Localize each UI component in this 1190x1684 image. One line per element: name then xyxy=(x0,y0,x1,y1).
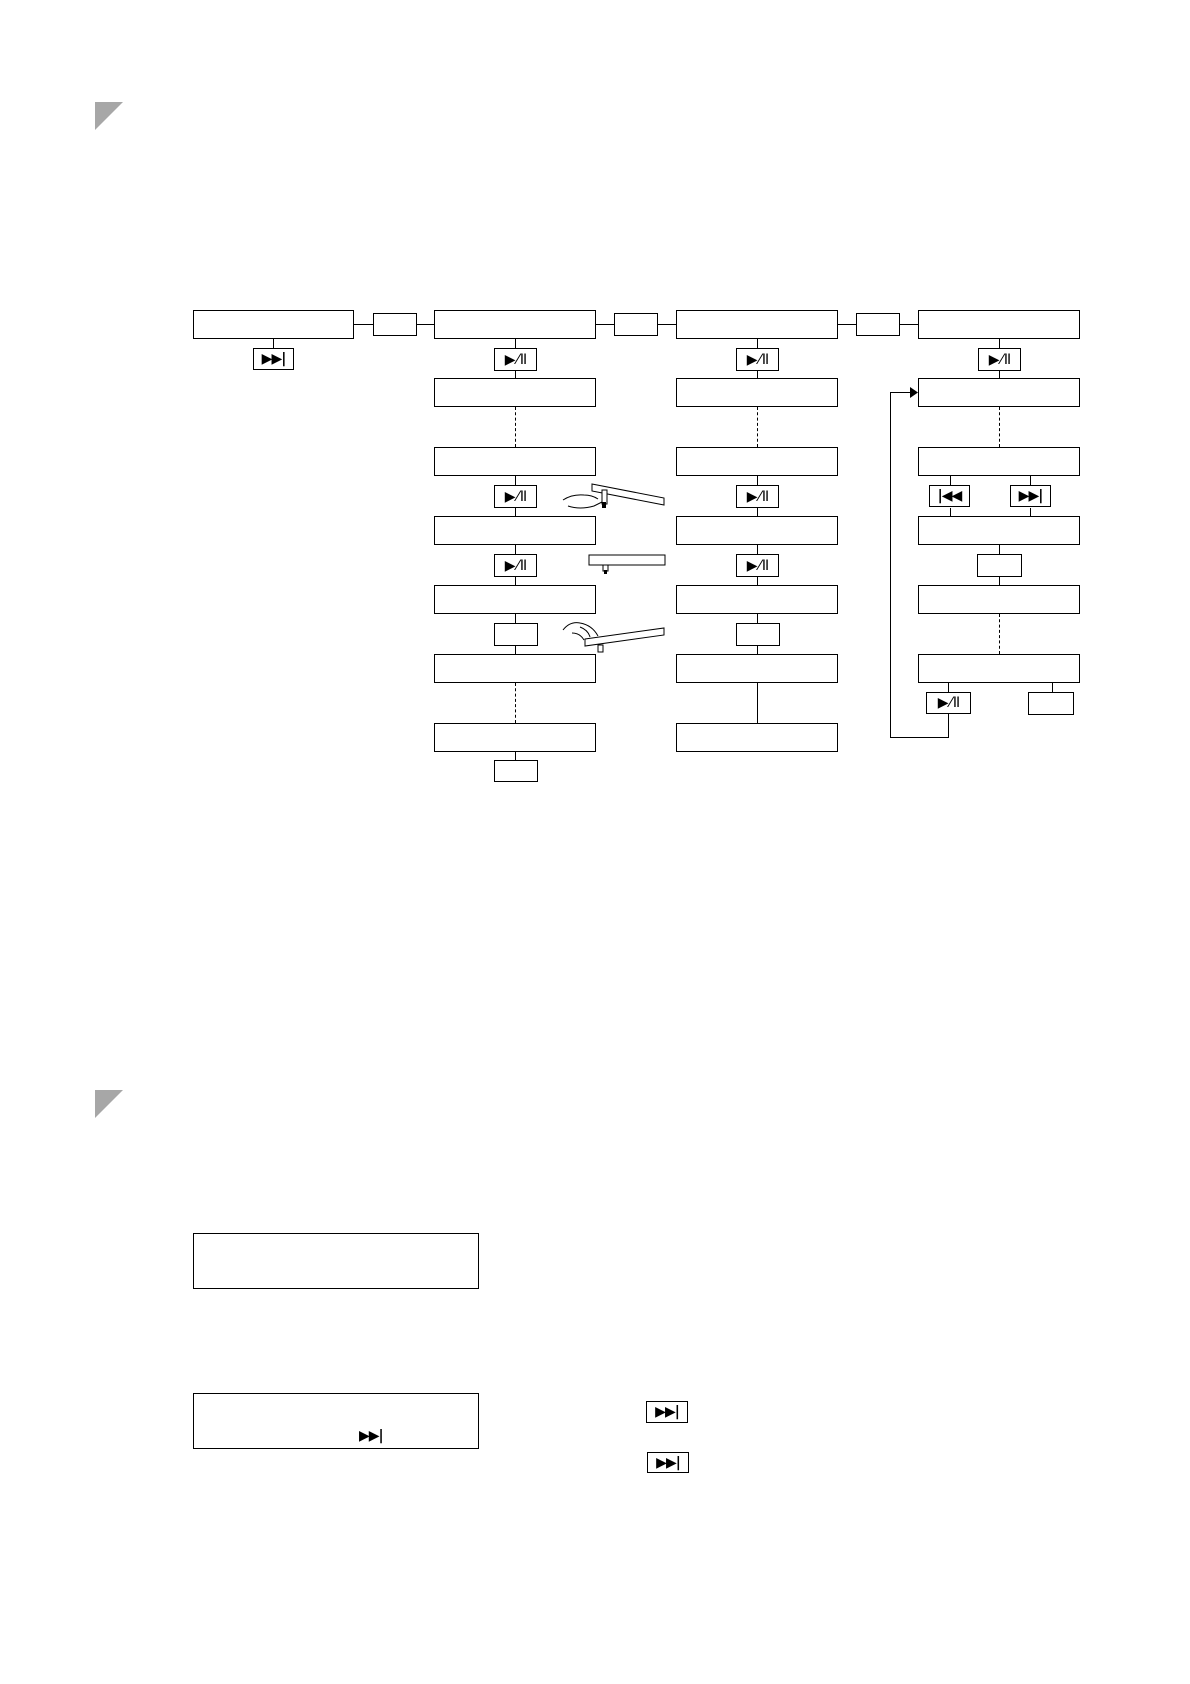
connector-line xyxy=(273,339,274,348)
play-pause-icon: ▶ ⁄ II xyxy=(988,351,1011,368)
flow-step-box xyxy=(918,585,1080,614)
flow-connector-box xyxy=(373,313,417,336)
tonearm-illustration xyxy=(588,553,666,575)
flow-step-box xyxy=(918,378,1080,407)
flow-step-box xyxy=(918,516,1080,545)
connector-line xyxy=(950,508,951,516)
next-track-icon: ▶▶| xyxy=(1018,488,1043,504)
next-key xyxy=(1010,485,1051,507)
tonearm-hand-lift-illustration xyxy=(562,478,666,514)
next-track-icon: ▶▶| xyxy=(656,1454,680,1471)
play-pause-key xyxy=(736,485,779,508)
play-pause-icon: ▶ ⁄ II xyxy=(504,557,527,574)
connector-line xyxy=(1030,476,1031,485)
flow-step-box xyxy=(434,585,596,614)
connector-line xyxy=(950,476,951,485)
play-pause-key xyxy=(736,554,779,577)
connector-line xyxy=(1030,508,1031,516)
flow-step-box xyxy=(676,654,838,683)
flow-key-box xyxy=(1028,692,1074,715)
flow-step-box xyxy=(918,654,1080,683)
flow-connector-box xyxy=(614,313,658,336)
flow-key-box xyxy=(977,554,1022,577)
flow-step-box xyxy=(918,447,1080,476)
flow-step-box xyxy=(676,447,838,476)
connector-line xyxy=(999,577,1000,585)
next-track-icon: ▶▶| xyxy=(359,1428,383,1444)
flow-step-box xyxy=(434,654,596,683)
connector-line xyxy=(515,752,516,760)
next-track-icon: ▶▶| xyxy=(261,351,286,367)
flow-step-box xyxy=(676,723,838,752)
next-key xyxy=(647,1452,689,1473)
play-pause-icon: ▶ ⁄ II xyxy=(504,488,527,505)
play-pause-key xyxy=(494,554,537,577)
flow-step-box xyxy=(676,585,838,614)
next-key xyxy=(646,1401,688,1423)
flow-step-box xyxy=(434,723,596,752)
flow-step-box xyxy=(434,447,596,476)
flow-step-box xyxy=(193,310,354,339)
flow-step-box xyxy=(918,310,1080,339)
play-pause-icon: ▶ ⁄ II xyxy=(504,351,527,368)
connector-line xyxy=(948,683,949,692)
flow-step-box xyxy=(676,516,838,545)
flow-step-box xyxy=(676,378,838,407)
connector-line xyxy=(1052,683,1053,692)
play-pause-key xyxy=(978,348,1021,371)
section-marker-icon xyxy=(95,102,123,130)
play-pause-key xyxy=(926,692,971,714)
flow-key-box xyxy=(736,623,780,646)
connector-dashed-line xyxy=(999,407,1000,447)
previous-track-icon: |◀◀ xyxy=(937,488,962,504)
play-pause-key xyxy=(736,348,779,371)
play-pause-key xyxy=(494,348,537,371)
loop-line xyxy=(890,392,912,393)
flow-key-box xyxy=(494,623,538,646)
tonearm-hand-lower-illustration xyxy=(562,618,666,652)
previous-key xyxy=(929,485,970,507)
connector-dashed-line xyxy=(515,683,516,723)
connector-dashed-line xyxy=(757,407,758,447)
connector-line xyxy=(999,545,1000,554)
loop-line xyxy=(890,737,949,738)
play-pause-icon: ▶ ⁄ II xyxy=(937,695,960,711)
flow-step-box xyxy=(434,310,596,339)
next-key xyxy=(253,348,294,370)
play-pause-key xyxy=(494,485,537,508)
flow-connector-box xyxy=(856,313,900,336)
play-pause-icon: ▶ ⁄ II xyxy=(746,488,769,505)
flow-step-box xyxy=(434,516,596,545)
next-track-icon: ▶▶| xyxy=(655,1404,679,1420)
connector-dashed-line xyxy=(515,407,516,447)
flow-key-box xyxy=(494,760,538,782)
display-panel xyxy=(193,1393,479,1449)
section-marker-icon xyxy=(95,1090,123,1118)
play-pause-icon: ▶ ⁄ II xyxy=(746,351,769,368)
connector-dashed-line xyxy=(999,614,1000,654)
loop-line xyxy=(948,714,949,737)
connector-line xyxy=(757,683,758,723)
display-panel xyxy=(193,1233,479,1289)
loop-line xyxy=(890,392,891,738)
flow-step-box xyxy=(434,378,596,407)
play-pause-icon: ▶ ⁄ II xyxy=(746,557,769,574)
flow-step-box xyxy=(676,310,838,339)
